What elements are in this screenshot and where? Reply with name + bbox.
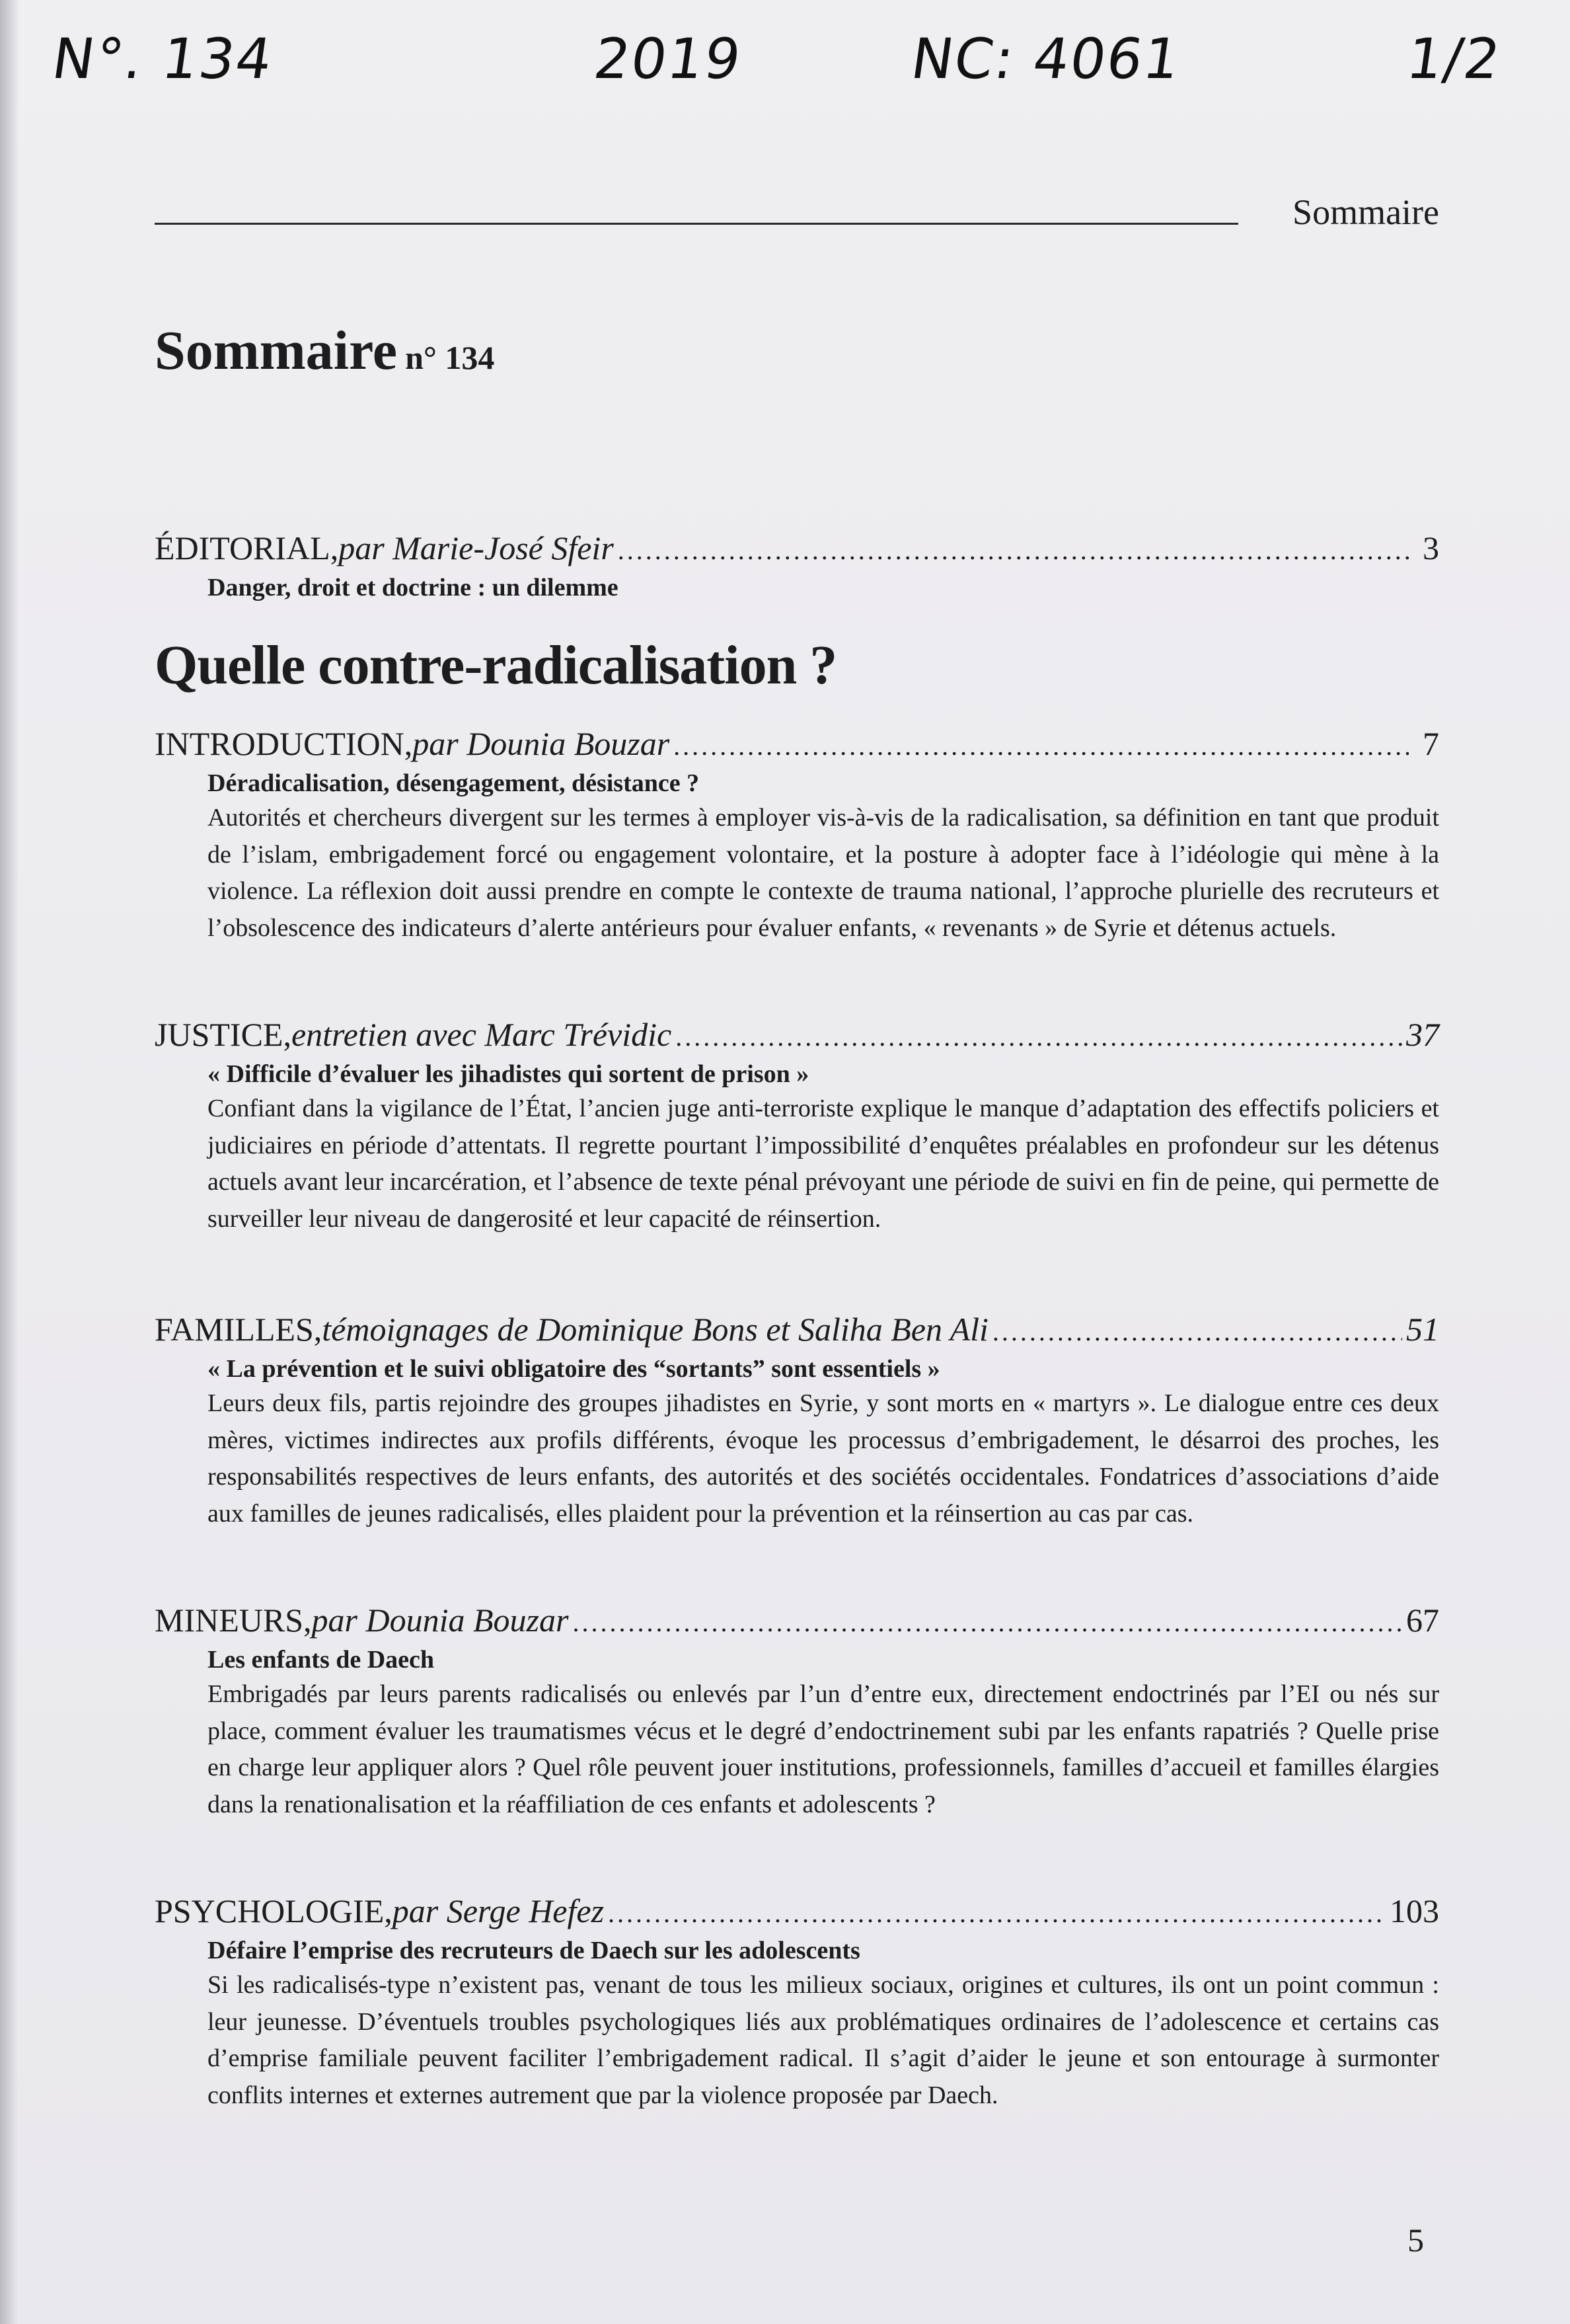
entry-author: entretien avec Marc Trévidic bbox=[291, 1016, 672, 1053]
entry-page-number: 37 bbox=[1406, 1016, 1439, 1053]
entry-subtitle: Danger, droit et doctrine : un dilemme bbox=[207, 574, 618, 601]
entry-page-number: 3 bbox=[1423, 529, 1439, 566]
page-edge-shadow bbox=[0, 0, 19, 2324]
annotation-volume: 1/2 bbox=[1403, 26, 1506, 91]
entry-description: Embrigadés par leurs parents radicalisés ou enlevés par l’un d’entre eux, directement endoctrinés par l’EI ou nés sur place, comment évaluer les traumatismes vécus et le degré d’endoctrinement subi par les enfants rapatriés ? Quelle prise en charge leur appliquer alors ? Quel rôle peuvent jouer institutions, professionnels, familles d’accueil et familles élargies dans la renationalisation et la réaffiliation de ces enfants et adolescents ? bbox=[207, 1680, 1439, 1818]
toc-entry-psychologie[interactable] bbox=[155, 1890, 1439, 2114]
entry-heading bbox=[155, 527, 1439, 571]
dot-leader bbox=[608, 1893, 1386, 1934]
entry-rubric: MINEURS, bbox=[155, 1602, 312, 1639]
entry-heading bbox=[155, 1309, 1439, 1352]
entry-author: par Serge Hefez bbox=[392, 1892, 605, 1929]
entry-description: Leurs deux fils, partis rejoindre des groupes jihadistes en Syrie, y sont morts en « martyrs ». Le dialogue entre ces deux mères, victimes indirectes aux profils différents, évoque les processus d’embrigadement, le désarroi des proches, les responsabilités respectives de leurs enfants, des autorités et des sociétés occidentales. Fondatrices d’associations d’aide aux familles de jeunes radicalisés, elles plaident pour la prévention et la réinsertion au cas par cas. bbox=[207, 1389, 1439, 1528]
annotation-nc: NC: 4061 bbox=[907, 26, 1185, 91]
entry-heading bbox=[155, 723, 1439, 767]
toc-entry-editorial[interactable] bbox=[155, 527, 1439, 604]
entry-subtitle: « La prévention et le suivi obligatoire des “sortants” sont essentiels » bbox=[207, 1355, 940, 1383]
entry-author: par Dounia Bouzar bbox=[412, 725, 670, 762]
entry-rubric: PSYCHOLOGIE, bbox=[155, 1892, 392, 1929]
toc-entry-familles[interactable] bbox=[155, 1309, 1439, 1532]
entry-subtitle: Défaire l’emprise des recruteurs de Daech sur les adolescents bbox=[207, 1937, 860, 1964]
page-title-text: Sommaire bbox=[155, 320, 398, 381]
annotation-number: N°. 134 bbox=[48, 26, 278, 91]
entry-author: par Marie-José Sfeir bbox=[338, 529, 614, 566]
entry-heading bbox=[155, 1890, 1439, 1934]
entry-page-number: 67 bbox=[1406, 1602, 1439, 1639]
running-header bbox=[155, 184, 1439, 230]
entry-rubric: JUSTICE, bbox=[155, 1016, 291, 1053]
entry-author: par Dounia Bouzar bbox=[311, 1602, 569, 1639]
entry-description: Autorités et chercheurs divergent sur les termes à employer vis-à-vis de la radicalisation, sa définition en tant que produit de l’islam, embrigadement forcé ou engagement volontaire, et la posture à adopter face à l’idéologie qui mène à la violence. La réflexion doit aussi prendre en compte le contexte de trauma national, l’approche plurielle des recruteurs et l’obsolescence des indicateurs d’alerte antérieurs pour évaluer enfants, « revenants » de Syrie et détenus actuels. bbox=[207, 804, 1439, 942]
entry-heading bbox=[155, 1600, 1439, 1643]
entry-description: Si les radicalisés-type n’existent pas, venant de tous les milieux sociaux, origines et cultures, ils ont un point commun : leur jeunesse. D’éventuels troubles psychologiques liés aux problématiques ordinaires de l’adolescence et certains cas d’emprise familiale peuvent faciliter l’embrigadement radical. Il s’agit d’aider le jeune et son entourage à surmonter conflits internes et externes autrement que par la violence proposée par Daech. bbox=[207, 1971, 1439, 2109]
page-number: 5 bbox=[1407, 2222, 1424, 2259]
entry-page-number: 103 bbox=[1390, 1892, 1439, 1929]
toc-entry-mineurs[interactable] bbox=[155, 1600, 1439, 1823]
section-heading: Quelle contre-radicalisation ? bbox=[155, 635, 837, 696]
entry-rubric: INTRODUCTION, bbox=[155, 725, 413, 762]
dot-leader bbox=[992, 1311, 1402, 1352]
dot-leader bbox=[572, 1602, 1402, 1643]
entry-subtitle: Déradicalisation, désengagement, désistance ? bbox=[207, 769, 700, 797]
entry-description: Confiant dans la vigilance de l’État, l’ancien juge anti-terroriste explique le manque d’adaptation des effectifs policiers et judiciaires en période d’attentats. Il regrette pourtant l’impossibilité d’enquêtes préalables en profondeur sur les détenus actuels avant leur incarcération, et l’absence de texte pénal prévoyant une période de suivi en fin de peine, qui permette de surveiller leur niveau de dangerosité et leur capacité de réinsertion. bbox=[207, 1095, 1439, 1233]
entry-page-number: 51 bbox=[1406, 1311, 1439, 1348]
toc-entry-justice[interactable] bbox=[155, 1014, 1439, 1237]
dot-leader bbox=[675, 1017, 1402, 1058]
entry-subtitle: Les enfants de Daech bbox=[207, 1646, 435, 1674]
annotation-year: 2019 bbox=[590, 26, 746, 91]
handwritten-annotation bbox=[48, 26, 1546, 99]
dot-leader bbox=[673, 726, 1409, 767]
entry-author: témoignages de Dominique Bons et Saliha Ben Ali bbox=[322, 1311, 989, 1348]
page-title bbox=[155, 319, 494, 383]
dot-leader bbox=[618, 530, 1409, 571]
entry-rubric: FAMILLES, bbox=[155, 1311, 322, 1348]
header-rule bbox=[155, 223, 1238, 225]
entry-subtitle: « Difficile d’évaluer les jihadistes qui sortent de prison » bbox=[207, 1060, 809, 1088]
issue-number: n° 134 bbox=[405, 339, 495, 376]
entry-rubric: ÉDITORIAL, bbox=[155, 529, 339, 566]
entry-page-number: 7 bbox=[1423, 725, 1439, 762]
running-header-label: Sommaire bbox=[1292, 192, 1439, 232]
toc-entry-introduction[interactable] bbox=[155, 723, 1439, 947]
entry-heading bbox=[155, 1014, 1439, 1058]
